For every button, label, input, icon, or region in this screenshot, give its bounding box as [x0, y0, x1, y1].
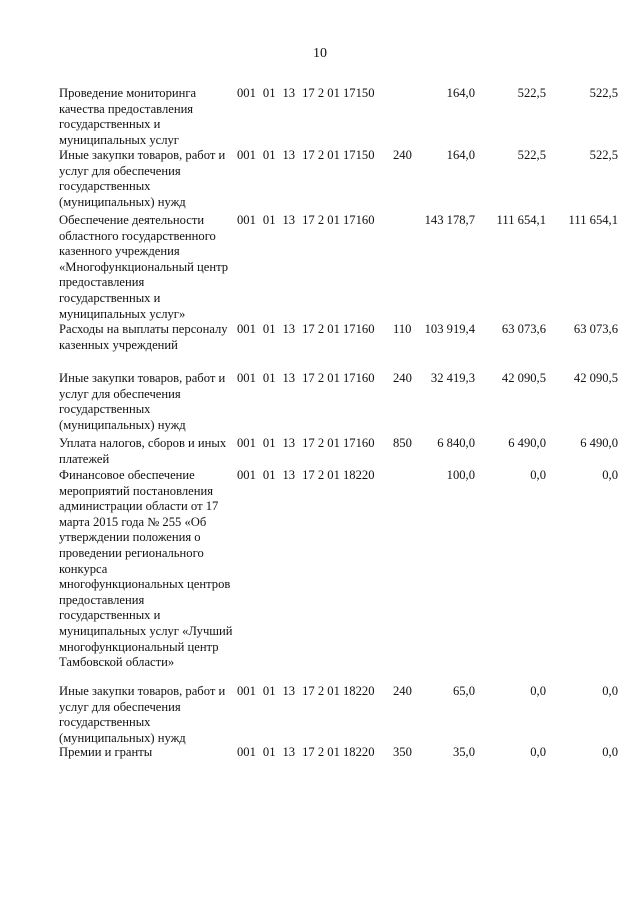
- amount-1: 100,0: [446, 468, 475, 482]
- code-pr: 13: [282, 745, 296, 759]
- amount-1: 6 840,0: [437, 436, 475, 450]
- amount-3: 522,5: [589, 148, 618, 162]
- code-ved: 001: [237, 86, 256, 100]
- amount-3: 6 490,0: [580, 436, 618, 450]
- amount-1: 164,0: [446, 148, 475, 162]
- code-rz: 01: [262, 684, 276, 698]
- code-rz: 01: [262, 468, 276, 482]
- code-pr: 13: [282, 322, 296, 336]
- amount-3: 63 073,6: [573, 322, 618, 336]
- row-codes: [237, 322, 382, 338]
- amount-3: 0,0: [602, 684, 618, 698]
- code-rz: 01: [262, 745, 276, 759]
- code-rz: 01: [262, 86, 276, 100]
- code-pr: 13: [282, 213, 296, 227]
- amount-1: 164,0: [446, 86, 475, 100]
- amount-3: 111 654,1: [568, 213, 618, 227]
- code-csr: 17 2 01 17150: [302, 86, 375, 100]
- row-name: Премии и гранты: [59, 745, 153, 759]
- row-name: Расходы на выплаты персоналу казенных учреждений: [59, 322, 228, 352]
- row-name: Проведение мониторинга качества предоставления государственных и муниципальных услуг: [59, 86, 197, 147]
- amount-2: 522,5: [517, 86, 546, 100]
- code-csr: 17 2 01 17150: [302, 148, 375, 162]
- code-pr: 13: [282, 148, 296, 162]
- code-pr: 13: [282, 86, 296, 100]
- code-vr: 110: [393, 322, 412, 336]
- code-rz: 01: [262, 322, 276, 336]
- code-pr: 13: [282, 371, 296, 385]
- row-codes: [237, 86, 382, 102]
- amount-2: 0,0: [530, 468, 546, 482]
- code-csr: 17 2 01 17160: [302, 322, 375, 336]
- code-rz: 01: [262, 213, 276, 227]
- code-vr: 350: [393, 745, 412, 759]
- row-codes: [237, 468, 382, 484]
- amount-2: 63 073,6: [501, 322, 546, 336]
- code-csr: 17 2 01 18220: [302, 745, 375, 759]
- row-name: Финансовое обеспечение мероприятий постановления администрации области от 17 марта 2015 года № 255 «Об утверждении положения о проведении регионального конкурса многофункциональных центров предоставления государственных и муниципальных услуг «Лучший многофункциональный центр Тамбовской области»: [59, 468, 233, 670]
- code-vr: 240: [393, 684, 412, 698]
- row-name: Иные закупки товаров, работ и услуг для обеспечения государственных (муниципальных) нужд: [59, 371, 226, 432]
- page-number: 10: [313, 46, 327, 61]
- code-csr: 17 2 01 17160: [302, 213, 375, 227]
- row-name: Обеспечение деятельности областного государственного казенного учреждения «Многофункциональный центр предоставления государственных и муниципальных услуг»: [59, 213, 229, 321]
- row-codes: [237, 745, 382, 761]
- code-vr: 850: [393, 436, 412, 450]
- code-ved: 001: [237, 213, 256, 227]
- amount-3: 42 090,5: [573, 371, 618, 385]
- amount-2: 0,0: [530, 745, 546, 759]
- amount-1: 143 178,7: [424, 213, 475, 227]
- amount-3: 522,5: [589, 86, 618, 100]
- row-codes: [237, 371, 382, 387]
- row-name: Иные закупки товаров, работ и услуг для обеспечения государственных (муниципальных) нужд: [59, 684, 226, 745]
- row-name: Уплата налогов, сборов и иных платежей: [59, 436, 227, 466]
- row-codes: [237, 436, 382, 452]
- amount-3: 0,0: [602, 468, 618, 482]
- amount-1: 65,0: [452, 684, 475, 698]
- code-ved: 001: [237, 745, 256, 759]
- amount-2: 111 654,1: [496, 213, 546, 227]
- row-codes: [237, 213, 382, 229]
- code-ved: 001: [237, 468, 256, 482]
- code-vr: 240: [393, 371, 412, 385]
- code-csr: 17 2 01 18220: [302, 468, 375, 482]
- row-name: Иные закупки товаров, работ и услуг для обеспечения государственных (муниципальных) нужд: [59, 148, 226, 209]
- amount-2: 0,0: [530, 684, 546, 698]
- code-rz: 01: [262, 436, 276, 450]
- code-rz: 01: [262, 148, 276, 162]
- code-csr: 17 2 01 18220: [302, 684, 375, 698]
- code-pr: 13: [282, 468, 296, 482]
- row-codes: [237, 684, 382, 700]
- code-pr: 13: [282, 684, 296, 698]
- amount-3: 0,0: [602, 745, 618, 759]
- row-codes: [237, 148, 382, 164]
- amount-1: 32 419,3: [430, 371, 475, 385]
- code-ved: 001: [237, 371, 256, 385]
- code-csr: 17 2 01 17160: [302, 436, 375, 450]
- amount-2: 6 490,0: [508, 436, 546, 450]
- code-csr: 17 2 01 17160: [302, 371, 375, 385]
- code-vr: 240: [393, 148, 412, 162]
- code-ved: 001: [237, 148, 256, 162]
- amount-1: 103 919,4: [424, 322, 475, 336]
- amount-1: 35,0: [452, 745, 475, 759]
- code-ved: 001: [237, 436, 256, 450]
- code-ved: 001: [237, 322, 256, 336]
- amount-2: 42 090,5: [501, 371, 546, 385]
- code-pr: 13: [282, 436, 296, 450]
- code-ved: 001: [237, 684, 256, 698]
- code-rz: 01: [262, 371, 276, 385]
- amount-2: 522,5: [517, 148, 546, 162]
